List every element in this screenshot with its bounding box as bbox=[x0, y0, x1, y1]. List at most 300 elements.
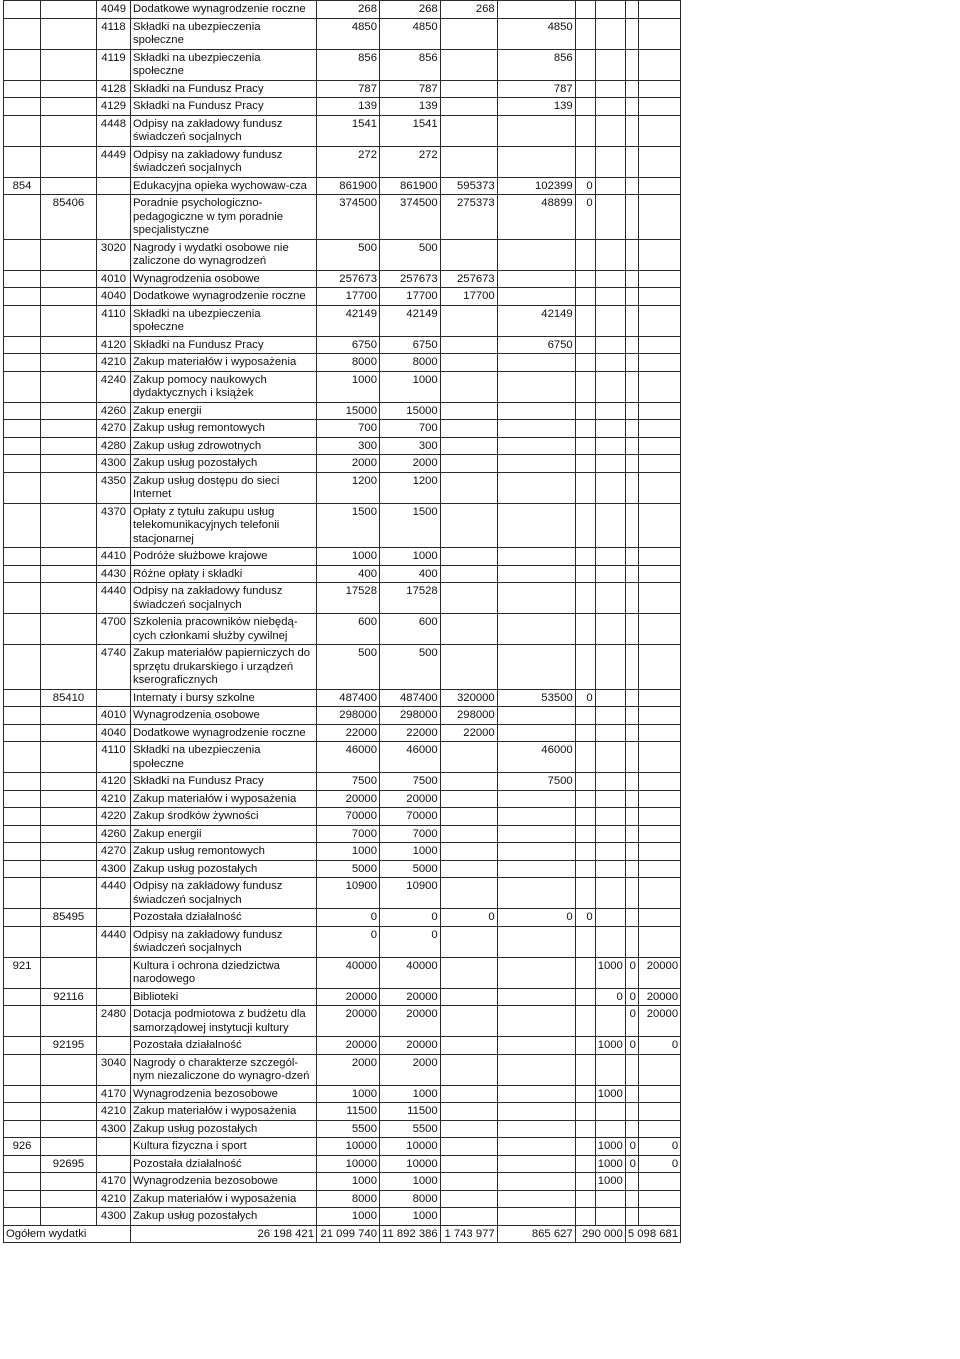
rozdzial-cell bbox=[41, 645, 97, 690]
col-11-cell bbox=[625, 80, 638, 98]
table-row bbox=[4, 565, 681, 583]
col-11-cell bbox=[625, 354, 638, 372]
description-cell: Pozostała działalność bbox=[131, 909, 317, 927]
current-expenditure-cell: 1000 bbox=[380, 1173, 441, 1191]
paragraf-cell: 4740 bbox=[97, 645, 131, 690]
investment-cell bbox=[638, 80, 680, 98]
col-11-cell bbox=[625, 1173, 638, 1191]
rozdzial-cell bbox=[41, 503, 97, 548]
investment-cell bbox=[638, 707, 680, 725]
dzial-cell bbox=[4, 1037, 41, 1055]
table-row bbox=[4, 773, 681, 791]
paragraf-cell bbox=[97, 195, 131, 240]
investment-cell bbox=[638, 1085, 680, 1103]
dzial-cell bbox=[4, 288, 41, 306]
description-cell: Kultura i ochrona dziedzictwa narodowego bbox=[131, 957, 317, 988]
investment-cell bbox=[638, 371, 680, 402]
col-10-cell bbox=[595, 614, 625, 645]
table-row bbox=[4, 49, 681, 80]
paragraf-cell: 4210 bbox=[97, 354, 131, 372]
investment-cell: 0 bbox=[638, 1138, 680, 1156]
paragraf-cell: 2480 bbox=[97, 1006, 131, 1037]
grants-cell bbox=[575, 1155, 595, 1173]
plan-total-cell: 257673 bbox=[317, 270, 380, 288]
col-10-cell bbox=[595, 724, 625, 742]
grants-cell bbox=[575, 860, 595, 878]
salaries-cell bbox=[440, 437, 497, 455]
current-expenditure-cell: 700 bbox=[380, 420, 441, 438]
plan-total-cell: 70000 bbox=[317, 808, 380, 826]
paragraf-cell: 4120 bbox=[97, 773, 131, 791]
dzial-cell bbox=[4, 1120, 41, 1138]
salaries-cell bbox=[440, 1103, 497, 1121]
description-cell: Dodatkowe wynagrodzenie roczne bbox=[131, 288, 317, 306]
investment-cell bbox=[638, 270, 680, 288]
investment-cell bbox=[638, 177, 680, 195]
col-10-cell: 1000 bbox=[595, 1155, 625, 1173]
current-expenditure-cell: 15000 bbox=[380, 402, 441, 420]
col-11-cell bbox=[625, 790, 638, 808]
contributions-cell: 787 bbox=[497, 80, 575, 98]
contributions-cell bbox=[497, 1054, 575, 1085]
rozdzial-cell: 85406 bbox=[41, 195, 97, 240]
grants-cell bbox=[575, 565, 595, 583]
rozdzial-cell bbox=[41, 773, 97, 791]
contributions-cell bbox=[497, 455, 575, 473]
col-11-cell bbox=[625, 146, 638, 177]
investment-cell bbox=[638, 790, 680, 808]
description-cell: Dotacja podmiotowa z budżetu dla samorządowej instytucji kultury bbox=[131, 1006, 317, 1037]
plan-total-cell: 700 bbox=[317, 420, 380, 438]
description-cell: Zakup pomocy naukowych dydaktycznych i książek bbox=[131, 371, 317, 402]
current-expenditure-cell: 8000 bbox=[380, 1190, 441, 1208]
current-expenditure-cell: 10000 bbox=[380, 1155, 441, 1173]
col-10-cell bbox=[595, 548, 625, 566]
col-10-cell bbox=[595, 689, 625, 707]
contributions-cell bbox=[497, 724, 575, 742]
col-10-cell bbox=[595, 80, 625, 98]
table-row bbox=[4, 790, 681, 808]
paragraf-cell bbox=[97, 177, 131, 195]
contributions-cell bbox=[497, 420, 575, 438]
table-row bbox=[4, 988, 681, 1006]
table-row bbox=[4, 1103, 681, 1121]
col-11-cell bbox=[625, 843, 638, 861]
salaries-cell bbox=[440, 1155, 497, 1173]
description-cell: Zakup materiałów i wyposażenia bbox=[131, 354, 317, 372]
description-cell: Składki na ubezpieczenia społeczne bbox=[131, 742, 317, 773]
table-row bbox=[4, 1085, 681, 1103]
col-10-cell: 1000 bbox=[595, 957, 625, 988]
grants-cell bbox=[575, 742, 595, 773]
rozdzial-cell bbox=[41, 1138, 97, 1156]
rozdzial-cell bbox=[41, 548, 97, 566]
plan-total-cell: 500 bbox=[317, 645, 380, 690]
description-cell: Składki na Fundusz Pracy bbox=[131, 773, 317, 791]
investment-cell bbox=[638, 742, 680, 773]
description-cell: Odpisy na zakładowy fundusz świadczeń socjalnych bbox=[131, 926, 317, 957]
investment-cell bbox=[638, 909, 680, 927]
description-cell: Zakup usług pozostałych bbox=[131, 455, 317, 473]
investment-cell bbox=[638, 18, 680, 49]
contributions-cell bbox=[497, 1190, 575, 1208]
contributions-cell bbox=[497, 843, 575, 861]
investment-cell bbox=[638, 825, 680, 843]
dzial-cell bbox=[4, 354, 41, 372]
investment-cell: 0 bbox=[638, 1037, 680, 1055]
contributions-cell bbox=[497, 1, 575, 19]
plan-total-cell: 46000 bbox=[317, 742, 380, 773]
rozdzial-cell bbox=[41, 843, 97, 861]
salaries-cell bbox=[440, 18, 497, 49]
current-expenditure-cell: 500 bbox=[380, 239, 441, 270]
grants-cell bbox=[575, 270, 595, 288]
contributions-cell: 102399 bbox=[497, 177, 575, 195]
dzial-cell bbox=[4, 790, 41, 808]
description-cell: Zakup energii bbox=[131, 402, 317, 420]
paragraf-cell: 4170 bbox=[97, 1085, 131, 1103]
salaries-cell: 22000 bbox=[440, 724, 497, 742]
dzial-cell bbox=[4, 1085, 41, 1103]
current-expenditure-cell: 4850 bbox=[380, 18, 441, 49]
investment-cell bbox=[638, 808, 680, 826]
current-expenditure-cell: 46000 bbox=[380, 742, 441, 773]
contributions-cell bbox=[497, 825, 575, 843]
grants-cell bbox=[575, 18, 595, 49]
col-11-cell bbox=[625, 420, 638, 438]
plan-total-cell: 139 bbox=[317, 98, 380, 116]
salaries-cell: 0 bbox=[440, 909, 497, 927]
plan-total-cell: 861900 bbox=[317, 177, 380, 195]
dzial-cell bbox=[4, 860, 41, 878]
contributions-cell bbox=[497, 565, 575, 583]
col-10-cell bbox=[595, 371, 625, 402]
plan-total-cell: 0 bbox=[317, 926, 380, 957]
rozdzial-cell bbox=[41, 790, 97, 808]
salaries-cell bbox=[440, 1208, 497, 1226]
contributions-cell bbox=[497, 354, 575, 372]
current-expenditure-cell: 70000 bbox=[380, 808, 441, 826]
salaries-cell: 275373 bbox=[440, 195, 497, 240]
investment-cell bbox=[638, 239, 680, 270]
table-row bbox=[4, 1155, 681, 1173]
grants-cell bbox=[575, 239, 595, 270]
grants-cell bbox=[575, 1006, 595, 1037]
paragraf-cell: 4040 bbox=[97, 724, 131, 742]
dzial-cell bbox=[4, 583, 41, 614]
grants-cell bbox=[575, 707, 595, 725]
rozdzial-cell: 92116 bbox=[41, 988, 97, 1006]
grants-cell bbox=[575, 1173, 595, 1191]
col-10-cell bbox=[595, 926, 625, 957]
description-cell: Nagrody i wydatki osobowe nie zaliczone do wynagrodzeń bbox=[131, 239, 317, 270]
table-row bbox=[4, 472, 681, 503]
col-10-cell bbox=[595, 177, 625, 195]
salaries-cell bbox=[440, 1173, 497, 1191]
grants-cell bbox=[575, 1208, 595, 1226]
rozdzial-cell bbox=[41, 270, 97, 288]
paragraf-cell: 4410 bbox=[97, 548, 131, 566]
current-expenditure-cell: 856 bbox=[380, 49, 441, 80]
salaries-cell bbox=[440, 49, 497, 80]
plan-total-cell: 6750 bbox=[317, 336, 380, 354]
salaries-cell bbox=[440, 336, 497, 354]
dzial-cell bbox=[4, 195, 41, 240]
dzial-cell: 926 bbox=[4, 1138, 41, 1156]
col-11-cell bbox=[625, 583, 638, 614]
paragraf-cell bbox=[97, 909, 131, 927]
grants-cell bbox=[575, 645, 595, 690]
grants-cell bbox=[575, 455, 595, 473]
description-cell: Poradnie psychologiczno-pedagogiczne w tym poradnie specjalistyczne bbox=[131, 195, 317, 240]
investment-cell bbox=[638, 614, 680, 645]
salaries-cell bbox=[440, 455, 497, 473]
col-11-cell bbox=[625, 565, 638, 583]
salaries-cell: 298000 bbox=[440, 707, 497, 725]
col-11-cell bbox=[625, 336, 638, 354]
contributions-cell: 856 bbox=[497, 49, 575, 80]
table-row bbox=[4, 371, 681, 402]
salaries-cell bbox=[440, 860, 497, 878]
table-row bbox=[4, 1173, 681, 1191]
plan-total-cell: 11500 bbox=[317, 1103, 380, 1121]
dzial-cell bbox=[4, 472, 41, 503]
grants-cell bbox=[575, 614, 595, 645]
col-10-cell bbox=[595, 565, 625, 583]
investment-cell bbox=[638, 402, 680, 420]
rozdzial-cell bbox=[41, 288, 97, 306]
plan-total-cell: 487400 bbox=[317, 689, 380, 707]
col-10-cell bbox=[595, 1054, 625, 1085]
plan-total-cell: 1200 bbox=[317, 472, 380, 503]
rozdzial-cell bbox=[41, 455, 97, 473]
paragraf-cell: 4300 bbox=[97, 860, 131, 878]
plan-total-cell: 0 bbox=[317, 909, 380, 927]
current-expenditure-cell: 1541 bbox=[380, 115, 441, 146]
table-row bbox=[4, 645, 681, 690]
rozdzial-cell bbox=[41, 742, 97, 773]
table-row bbox=[4, 843, 681, 861]
description-cell: Wynagrodzenia bezosobowe bbox=[131, 1173, 317, 1191]
dzial-cell bbox=[4, 1155, 41, 1173]
col-10-cell bbox=[595, 1, 625, 19]
grants-cell bbox=[575, 773, 595, 791]
current-expenditure-cell: 1000 bbox=[380, 843, 441, 861]
description-cell: Zakup usług remontowych bbox=[131, 420, 317, 438]
grants-cell bbox=[575, 1054, 595, 1085]
table-row bbox=[4, 336, 681, 354]
salaries-cell bbox=[440, 988, 497, 1006]
paragraf-cell: 4010 bbox=[97, 270, 131, 288]
col-11-cell bbox=[625, 288, 638, 306]
grants-cell bbox=[575, 808, 595, 826]
description-cell: Wynagrodzenia osobowe bbox=[131, 707, 317, 725]
col-11-cell bbox=[625, 98, 638, 116]
salaries-cell bbox=[440, 503, 497, 548]
table-row bbox=[4, 707, 681, 725]
plan-total-cell: 1000 bbox=[317, 371, 380, 402]
contributions-cell bbox=[497, 146, 575, 177]
plan-total-cell: 600 bbox=[317, 614, 380, 645]
table-row bbox=[4, 909, 681, 927]
investment-cell bbox=[638, 583, 680, 614]
current-expenditure-cell: 1500 bbox=[380, 503, 441, 548]
current-expenditure-cell: 1000 bbox=[380, 1208, 441, 1226]
investment-cell bbox=[638, 1054, 680, 1085]
dzial-cell bbox=[4, 420, 41, 438]
current-expenditure-cell: 374500 bbox=[380, 195, 441, 240]
col-11-cell bbox=[625, 49, 638, 80]
col-10-cell bbox=[595, 825, 625, 843]
col-10-cell bbox=[595, 146, 625, 177]
grants-cell bbox=[575, 146, 595, 177]
col-11-cell: 0 bbox=[625, 957, 638, 988]
current-expenditure-cell: 1200 bbox=[380, 472, 441, 503]
paragraf-cell: 4040 bbox=[97, 288, 131, 306]
description-cell: Wynagrodzenia bezosobowe bbox=[131, 1085, 317, 1103]
dzial-cell bbox=[4, 18, 41, 49]
plan-total-cell: 5500 bbox=[317, 1120, 380, 1138]
current-expenditure-cell: 787 bbox=[380, 80, 441, 98]
description-cell: Odpisy na zakładowy fundusz świadczeń socjalnych bbox=[131, 115, 317, 146]
rozdzial-cell bbox=[41, 239, 97, 270]
contributions-cell bbox=[497, 860, 575, 878]
description-cell: Składki na Fundusz Pracy bbox=[131, 80, 317, 98]
rozdzial-cell: 92695 bbox=[41, 1155, 97, 1173]
col-11-cell bbox=[625, 1103, 638, 1121]
col-10-cell bbox=[595, 843, 625, 861]
table-row bbox=[4, 270, 681, 288]
current-expenditure-cell: 600 bbox=[380, 614, 441, 645]
description-cell: Zakup materiałów i wyposażenia bbox=[131, 790, 317, 808]
dzial-cell bbox=[4, 437, 41, 455]
current-expenditure-cell: 0 bbox=[380, 926, 441, 957]
current-expenditure-cell: 10900 bbox=[380, 878, 441, 909]
grants-cell bbox=[575, 878, 595, 909]
paragraf-cell: 4120 bbox=[97, 336, 131, 354]
salaries-cell bbox=[440, 773, 497, 791]
col-11-cell bbox=[625, 909, 638, 927]
plan-total-cell: 1000 bbox=[317, 1173, 380, 1191]
paragraf-cell: 4210 bbox=[97, 1190, 131, 1208]
col-11-cell bbox=[625, 402, 638, 420]
grants-cell bbox=[575, 336, 595, 354]
grants-cell bbox=[575, 115, 595, 146]
col-10-cell bbox=[595, 878, 625, 909]
col-10-cell bbox=[595, 455, 625, 473]
table-row bbox=[4, 115, 681, 146]
col-11-cell bbox=[625, 1120, 638, 1138]
description-cell: Składki na ubezpieczenia społeczne bbox=[131, 305, 317, 336]
col-11-cell: 0 bbox=[625, 988, 638, 1006]
contributions-cell bbox=[497, 239, 575, 270]
table-row bbox=[4, 80, 681, 98]
col-11-cell bbox=[625, 614, 638, 645]
salaries-cell bbox=[440, 115, 497, 146]
investment-cell bbox=[638, 1173, 680, 1191]
salaries-cell bbox=[440, 1085, 497, 1103]
description-cell: Różne opłaty i składki bbox=[131, 565, 317, 583]
plan-total-cell: 10000 bbox=[317, 1155, 380, 1173]
grants-cell bbox=[575, 1037, 595, 1055]
paragraf-cell: 4448 bbox=[97, 115, 131, 146]
paragraf-cell: 4449 bbox=[97, 146, 131, 177]
col-11-cell bbox=[625, 689, 638, 707]
table-row bbox=[4, 437, 681, 455]
description-cell: Pozostała działalność bbox=[131, 1155, 317, 1173]
salaries-cell bbox=[440, 98, 497, 116]
plan-total-cell: 7000 bbox=[317, 825, 380, 843]
contributions-cell bbox=[497, 926, 575, 957]
investment-cell bbox=[638, 689, 680, 707]
description-cell: Biblioteki bbox=[131, 988, 317, 1006]
current-expenditure-cell: 6750 bbox=[380, 336, 441, 354]
contributions-cell bbox=[497, 645, 575, 690]
investment-cell bbox=[638, 305, 680, 336]
salaries-cell bbox=[440, 354, 497, 372]
plan-total-cell: 22000 bbox=[317, 724, 380, 742]
dzial-cell bbox=[4, 724, 41, 742]
description-cell: Podróże służbowe krajowe bbox=[131, 548, 317, 566]
rozdzial-cell bbox=[41, 860, 97, 878]
plan-total-cell: 856 bbox=[317, 49, 380, 80]
rozdzial-cell bbox=[41, 1006, 97, 1037]
contributions-cell bbox=[497, 1155, 575, 1173]
dzial-cell bbox=[4, 988, 41, 1006]
investment-cell bbox=[638, 288, 680, 306]
table-row bbox=[4, 18, 681, 49]
dzial-cell bbox=[4, 565, 41, 583]
col-10-cell bbox=[595, 860, 625, 878]
paragraf-cell bbox=[97, 689, 131, 707]
investment-cell bbox=[638, 773, 680, 791]
plan-total-cell: 10000 bbox=[317, 1138, 380, 1156]
col-10-cell bbox=[595, 1103, 625, 1121]
dzial-cell bbox=[4, 808, 41, 826]
current-expenditure-cell: 5000 bbox=[380, 860, 441, 878]
dzial-cell bbox=[4, 742, 41, 773]
col-11-cell bbox=[625, 1190, 638, 1208]
rozdzial-cell bbox=[41, 146, 97, 177]
col-11-cell bbox=[625, 503, 638, 548]
contributions-cell bbox=[497, 878, 575, 909]
investment-cell bbox=[638, 49, 680, 80]
current-expenditure-cell: 5500 bbox=[380, 1120, 441, 1138]
col-10-cell bbox=[595, 270, 625, 288]
table-row bbox=[4, 420, 681, 438]
col-11-cell bbox=[625, 455, 638, 473]
rozdzial-cell bbox=[41, 354, 97, 372]
salaries-cell bbox=[440, 1190, 497, 1208]
salaries-cell bbox=[440, 957, 497, 988]
budget-expenditure-table bbox=[3, 0, 681, 1243]
description-cell: Odpisy na zakładowy fundusz świadczeń socjalnych bbox=[131, 146, 317, 177]
grants-cell bbox=[575, 1138, 595, 1156]
current-expenditure-cell: 1000 bbox=[380, 371, 441, 402]
table-row bbox=[4, 614, 681, 645]
plan-total-cell: 374500 bbox=[317, 195, 380, 240]
grants-cell: 0 bbox=[575, 689, 595, 707]
salaries-cell: 257673 bbox=[440, 270, 497, 288]
description-cell: Kultura fizyczna i sport bbox=[131, 1138, 317, 1156]
current-expenditure-cell: 40000 bbox=[380, 957, 441, 988]
current-expenditure-cell: 1000 bbox=[380, 1085, 441, 1103]
total-value: 26 198 421 bbox=[131, 1225, 317, 1243]
description-cell: Składki na Fundusz Pracy bbox=[131, 336, 317, 354]
grants-cell bbox=[575, 402, 595, 420]
table-row bbox=[4, 1138, 681, 1156]
dzial-cell bbox=[4, 1208, 41, 1226]
